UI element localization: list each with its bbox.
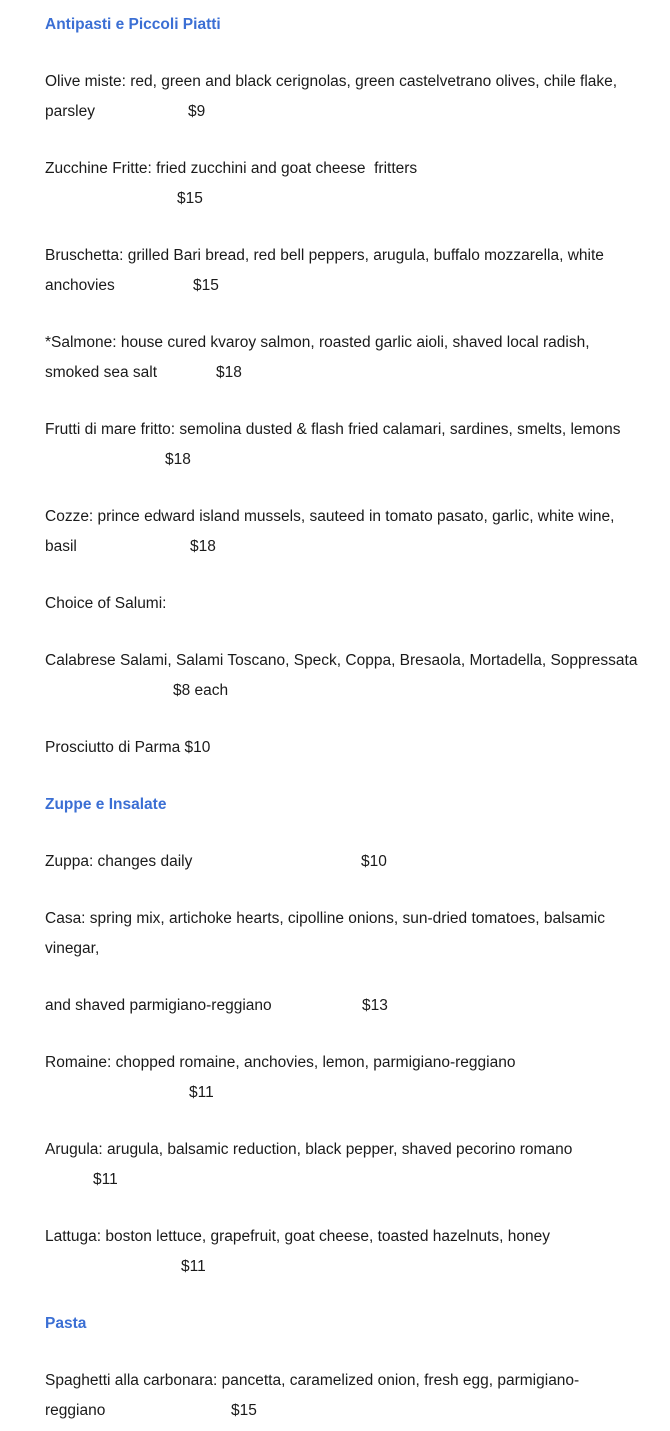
menu-item-lattuga-description: Lattuga: boston lettuce, grapefruit, goat cheese, toasted hazelnuts, honey [45, 1228, 550, 1245]
section-heading-zuppe: Zuppe e Insalate [45, 796, 167, 813]
menu-item-salmone-price: $18 [216, 364, 242, 381]
menu-item-carbonara-price: $15 [231, 1402, 257, 1419]
menu-item-zuppa-description: Zuppa: changes daily [45, 853, 193, 870]
menu-item-romaine-price: $11 [189, 1084, 214, 1101]
menu-item-lattuga-price: $11 [181, 1258, 206, 1275]
section-heading-pasta: Pasta [45, 1315, 87, 1332]
menu-item-casa-description: Casa: spring mix, artichoke hearts, cipolline onions, sun-dried tomatoes, balsamic [45, 910, 605, 927]
menu-item-casa-description-cont: vinegar, [45, 940, 100, 957]
menu-item-casa-description-cont2: and shaved parmigiano-reggiano [45, 997, 272, 1014]
menu-item-zuppa-price: $10 [361, 853, 387, 870]
menu-item-salmone-description-cont: smoked sea salt [45, 364, 157, 381]
menu-item-olive-description-cont: parsley [45, 103, 95, 120]
menu-item-olive-description: Olive miste: red, green and black cerignolas, green castelvetrano olives, chile flake, [45, 73, 618, 90]
menu-item-olive-price: $9 [188, 103, 206, 120]
menu-item-arugula-price: $11 [93, 1171, 118, 1188]
section-heading-antipasti: Antipasti e Piccoli Piatti [45, 16, 221, 33]
menu-item-zucchine-price: $15 [177, 190, 203, 207]
menu-item-casa-price: $13 [362, 997, 388, 1014]
menu-item-bruschetta-description: Bruschetta: grilled Bari bread, red bell peppers, arugula, buffalo mozzarella, white [45, 247, 604, 264]
menu-item-bruschetta-price: $15 [193, 277, 219, 294]
menu-item-salumi-price: $8 each [173, 682, 229, 699]
menu-item-zucchine-description: Zucchine Fritte: fried zucchini and goat cheese fritters [45, 160, 418, 177]
menu-item-frutti-description: Frutti di mare fritto: semolina dusted & flash fried calamari, sardines, smelts, lemons [45, 421, 621, 438]
menu-item-cozze-description: Cozze: prince edward island mussels, sauteed in tomato pasato, garlic, white wine, [45, 508, 615, 525]
menu-item-bruschetta-description-cont: anchovies [45, 277, 115, 294]
menu-item-cozze-price: $18 [190, 538, 216, 555]
menu-item-arugula-description: Arugula: arugula, balsamic reduction, black pepper, shaved pecorino romano [45, 1141, 573, 1158]
menu-item-cozze-description-cont: basil [45, 538, 77, 555]
menu-item-carbonara-description: Spaghetti alla carbonara: pancetta, caramelized onion, fresh egg, parmigiano- [45, 1372, 580, 1389]
menu-item-romaine-description: Romaine: chopped romaine, anchovies, lemon, parmigiano-reggiano [45, 1054, 516, 1071]
menu-item-salumi-description: Calabrese Salami, Salami Toscano, Speck, Coppa, Bresaola, Mortadella, Soppressata [45, 652, 638, 669]
menu-item-frutti-price: $18 [165, 451, 191, 468]
menu-item-salmone-description: *Salmone: house cured kvaroy salmon, roasted garlic aioli, shaved local radish, [45, 334, 590, 351]
menu-item-carbonara-description-cont: reggiano [45, 1402, 106, 1419]
salumi-heading: Choice of Salumi: [45, 595, 167, 612]
menu-item-prosciutto: Prosciutto di Parma $10 [45, 739, 211, 756]
